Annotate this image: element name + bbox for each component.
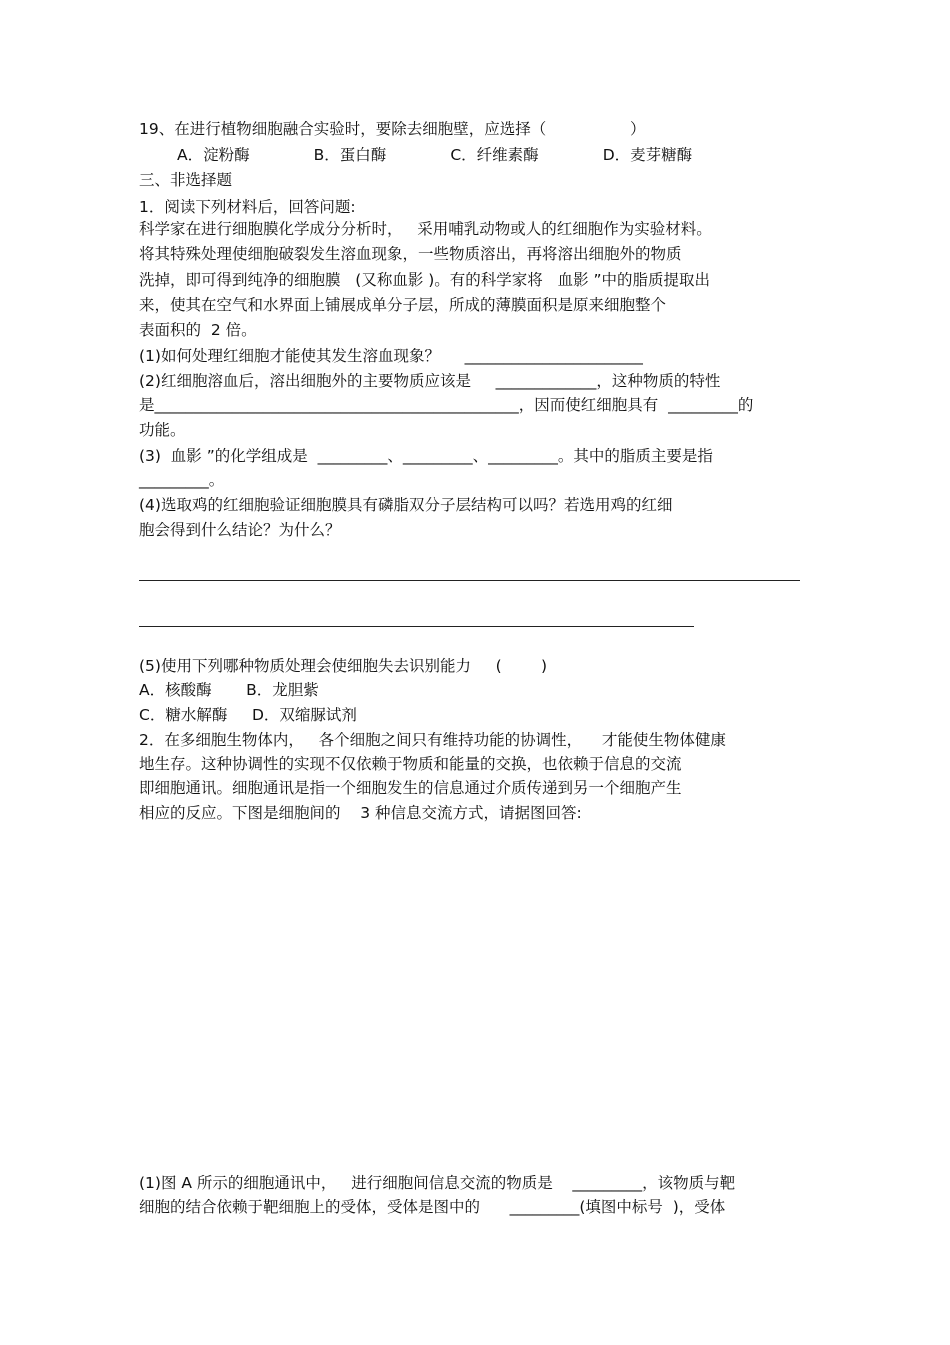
q1-sub2-line: 功能。 xyxy=(139,421,186,439)
q1-sub4-line: (4)选取鸡的红细胞验证细胞膜具有磷脂双分子层结构可以吗？若选用鸡的红细 xyxy=(139,496,673,514)
q1-sub1: (1)如何处理红细胞才能使其发生溶血现象？ _______________________ xyxy=(139,347,643,365)
q1-sub5-option: C．糖水解酶 D．双缩脲试剂 xyxy=(139,706,357,724)
q1-sub4-line: 胞会得到什么结论？为什么？ xyxy=(139,521,341,539)
q1-passage-line: 洗掉，即可得到纯净的细胞膜 (又称血影 )。有的科学家将 血影 ”中的脂质提取出 xyxy=(139,271,711,289)
q2-passage-line: 地生存。这种协调性的实现不仅依赖于物质和能量的交换，也依赖于信息的交流 xyxy=(139,755,682,773)
q1-sub2-line: 是_______________________________________________，因而使红细胞具有 _________的 xyxy=(139,396,754,414)
q1-sub5-stem: (5)使用下列哪种物质处理会使细胞失去识别能力 ( ) xyxy=(139,657,548,675)
q1-passage-line: 表面积的 2 倍。 xyxy=(139,321,257,339)
q2-passage-line: 即细胞通讯。细胞通讯是指一个细胞发生的信息通过介质传递到另一个细胞产生 xyxy=(139,779,682,797)
q1-passage-line: 将其特殊处理使细胞破裂发生溶血现象，一些物质溶出，再将溶出细胞外的物质 xyxy=(139,245,682,263)
q2-passage-line: 相应的反应。下图是细胞间的 3 种信息交流方式，请据图回答: xyxy=(139,804,582,822)
q1-sub5-option: A．核酸酶 B．龙胆紫 xyxy=(139,681,319,699)
q19-options: A．淀粉酶 B．蛋白酶 C．纤维素酶 D．麦芽糖酶 xyxy=(177,146,693,164)
q1-passage-line: 科学家在进行细胞膜化学成分分析时， 采用哺乳动物或人的红细胞作为实验材料。 xyxy=(139,220,712,238)
q19-stem: 19、在进行植物细胞融合实验时，要除去细胞壁，应选择（ ） xyxy=(139,120,646,138)
q1-sub3-line: (3) 血影 ”的化学组成是 _________、_________、_________。其中的脂质主要是指 xyxy=(139,447,713,465)
q2-sub1-line: 细胞的结合依赖于靶细胞上的受体，受体是图中的 _________(填图中标号 )，受体 xyxy=(139,1198,726,1216)
q1-intro: 1．阅读下列材料后，回答问题: xyxy=(139,198,356,216)
answer-line xyxy=(139,580,800,581)
q1-sub2-line: (2)红细胞溶血后，溶出细胞外的主要物质应该是 _____________，这种物质的特性 xyxy=(139,372,721,390)
figure-blank-area xyxy=(139,830,800,1160)
q1-sub3-line: _________。 xyxy=(139,471,225,489)
q2-passage-line: 2．在多细胞生物体内， 各个细胞之间只有维持功能的协调性， 才能使生物体健康 xyxy=(139,731,726,749)
q1-passage-line: 来，使其在空气和水界面上铺展成单分子层，所成的薄膜面积是原来细胞整个 xyxy=(139,296,667,314)
answer-line xyxy=(139,626,694,627)
section-title: 三、非选择题 xyxy=(139,171,233,189)
q2-sub1-line: (1)图 A 所示的细胞通讯中， 进行细胞间信息交流的物质是 _________，该物质与靶 xyxy=(139,1174,736,1192)
